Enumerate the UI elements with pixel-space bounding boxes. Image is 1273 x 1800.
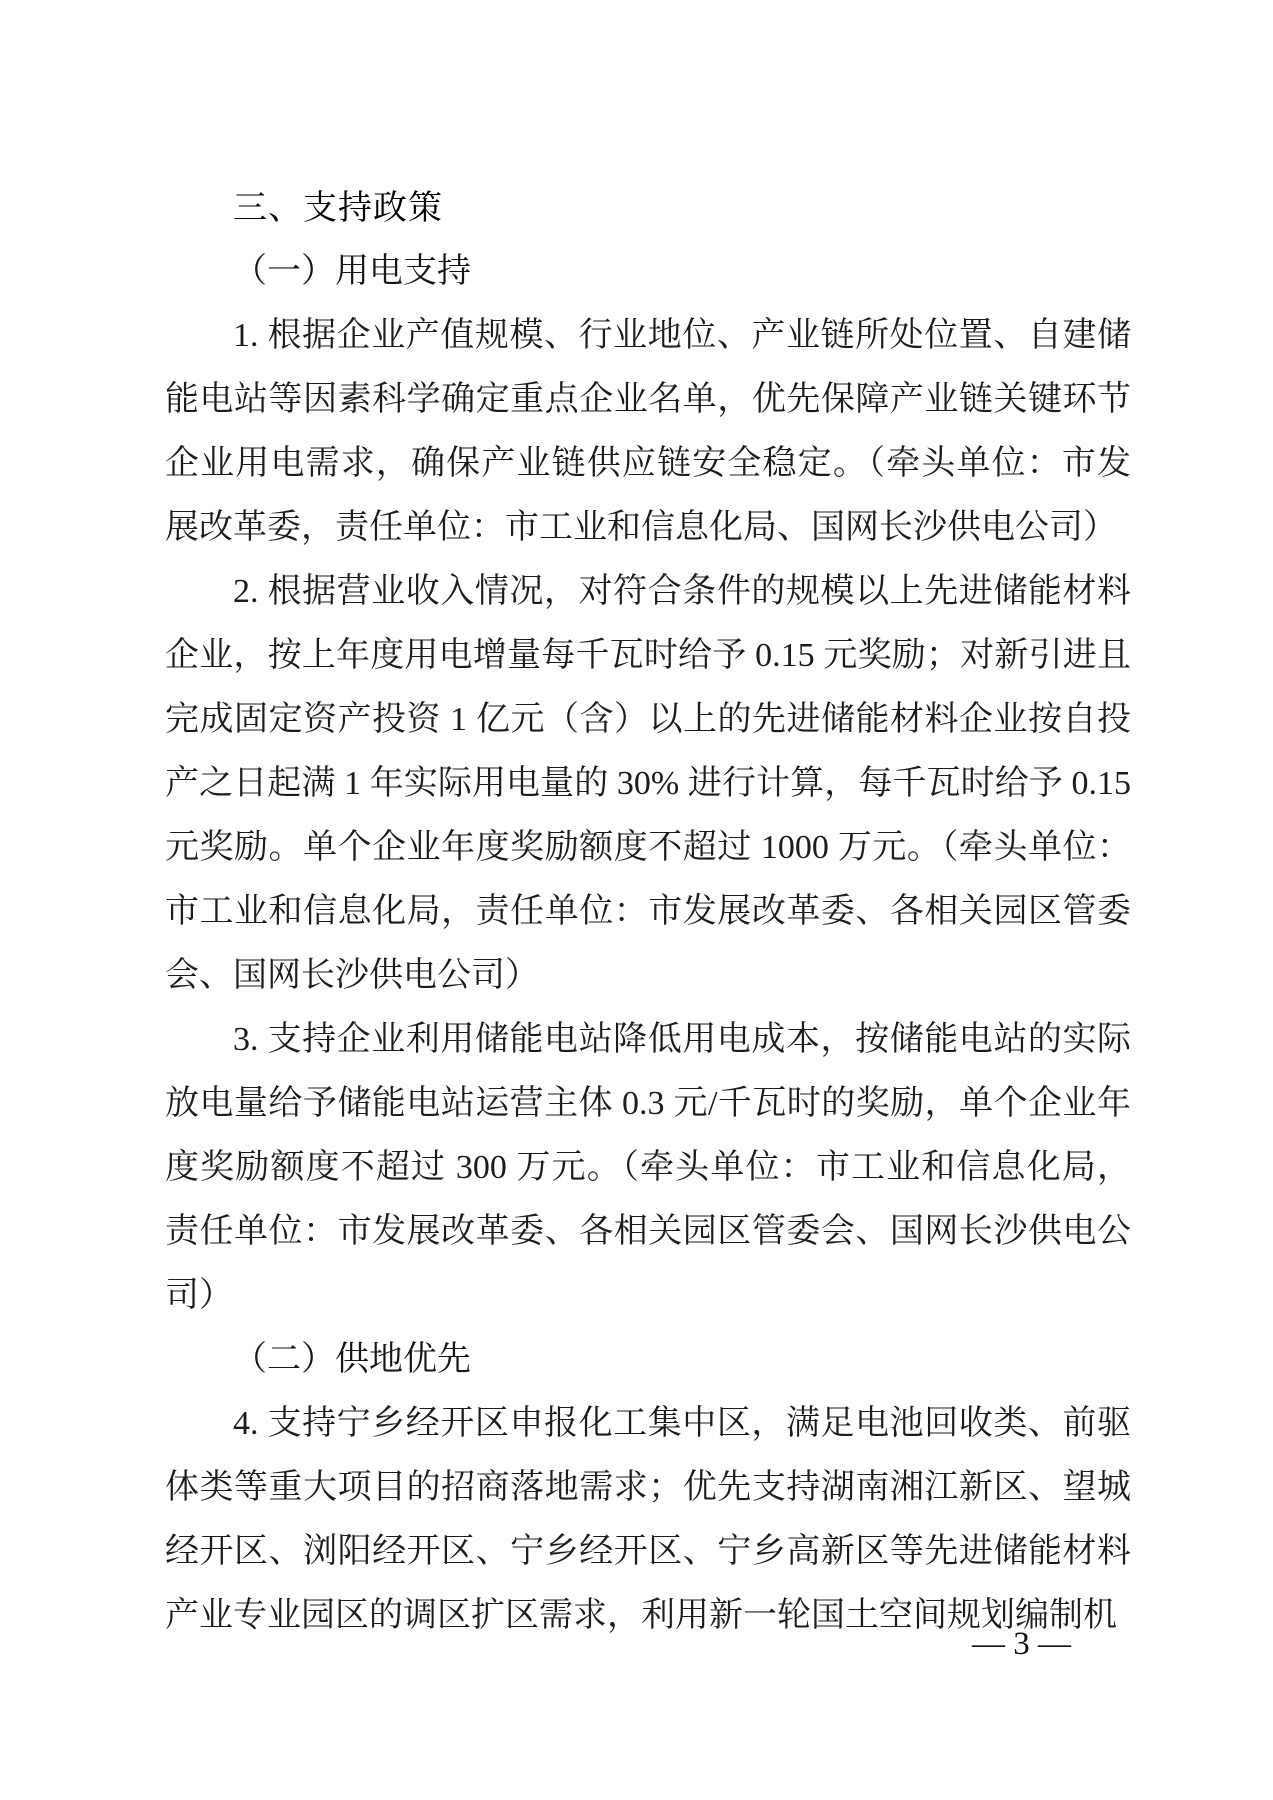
- document-page: [165, 176, 1131, 1648]
- subsection-heading-land-priority: （二）供地优先: [233, 1341, 471, 1378]
- policy-paragraph-3: 3. 支持企业利用储能电站降低用电成本，按储能电站的实际放电量给予储能电站运营主体 0.3 元/千瓦时的奖励，单个企业年度奖励额度不超过 300 万元。（牵头单位：市工业和信息化局，责任单位：市发展改革委、各相关园区管委会、国网长沙供电公司）: [165, 1021, 1131, 1314]
- page-number: — 3 —: [972, 1626, 1071, 1662]
- subsection-heading-power-support: （一）用电支持: [233, 253, 471, 290]
- page-footer: [972, 1624, 1071, 1664]
- policy-paragraph-1: 1. 根据企业产值规模、行业地位、产业链所处位置、自建储能电站等因素科学确定重点企业名单，优先保障产业链关键环节企业用电需求，确保产业链供应链安全稳定。（牵头单位：市发展改革委，责任单位：市工业和信息化局、国网长沙供电公司）: [165, 317, 1131, 546]
- policy-paragraph-4: 4. 支持宁乡经开区申报化工集中区，满足电池回收类、前驱体类等重大项目的招商落地需求；优先支持湖南湘江新区、望城经开区、浏阳经开区、宁乡经开区、宁乡高新区等先进储能材料产业专业园区的调区扩区需求，利用新一轮国土空间规划编制机: [165, 1405, 1131, 1634]
- policy-paragraph-2: 2. 根据营业收入情况，对符合条件的规模以上先进储能材料企业，按上年度用电增量每千瓦时给予 0.15 元奖励；对新引进且完成固定资产投资 1 亿元（含）以上的先进储能材料企业按自投产之日起满 1 年实际用电量的 30% 进行计算，每千瓦时给予 0.15 元奖励。单个企业年度奖励额度不超过 1000 万元。（牵头单位：市工业和信息化局，责任单位：市发展改革委、各相关园区管委会、国网长沙供电公司）: [165, 573, 1131, 994]
- section-heading: 三、支持政策: [233, 189, 443, 227]
